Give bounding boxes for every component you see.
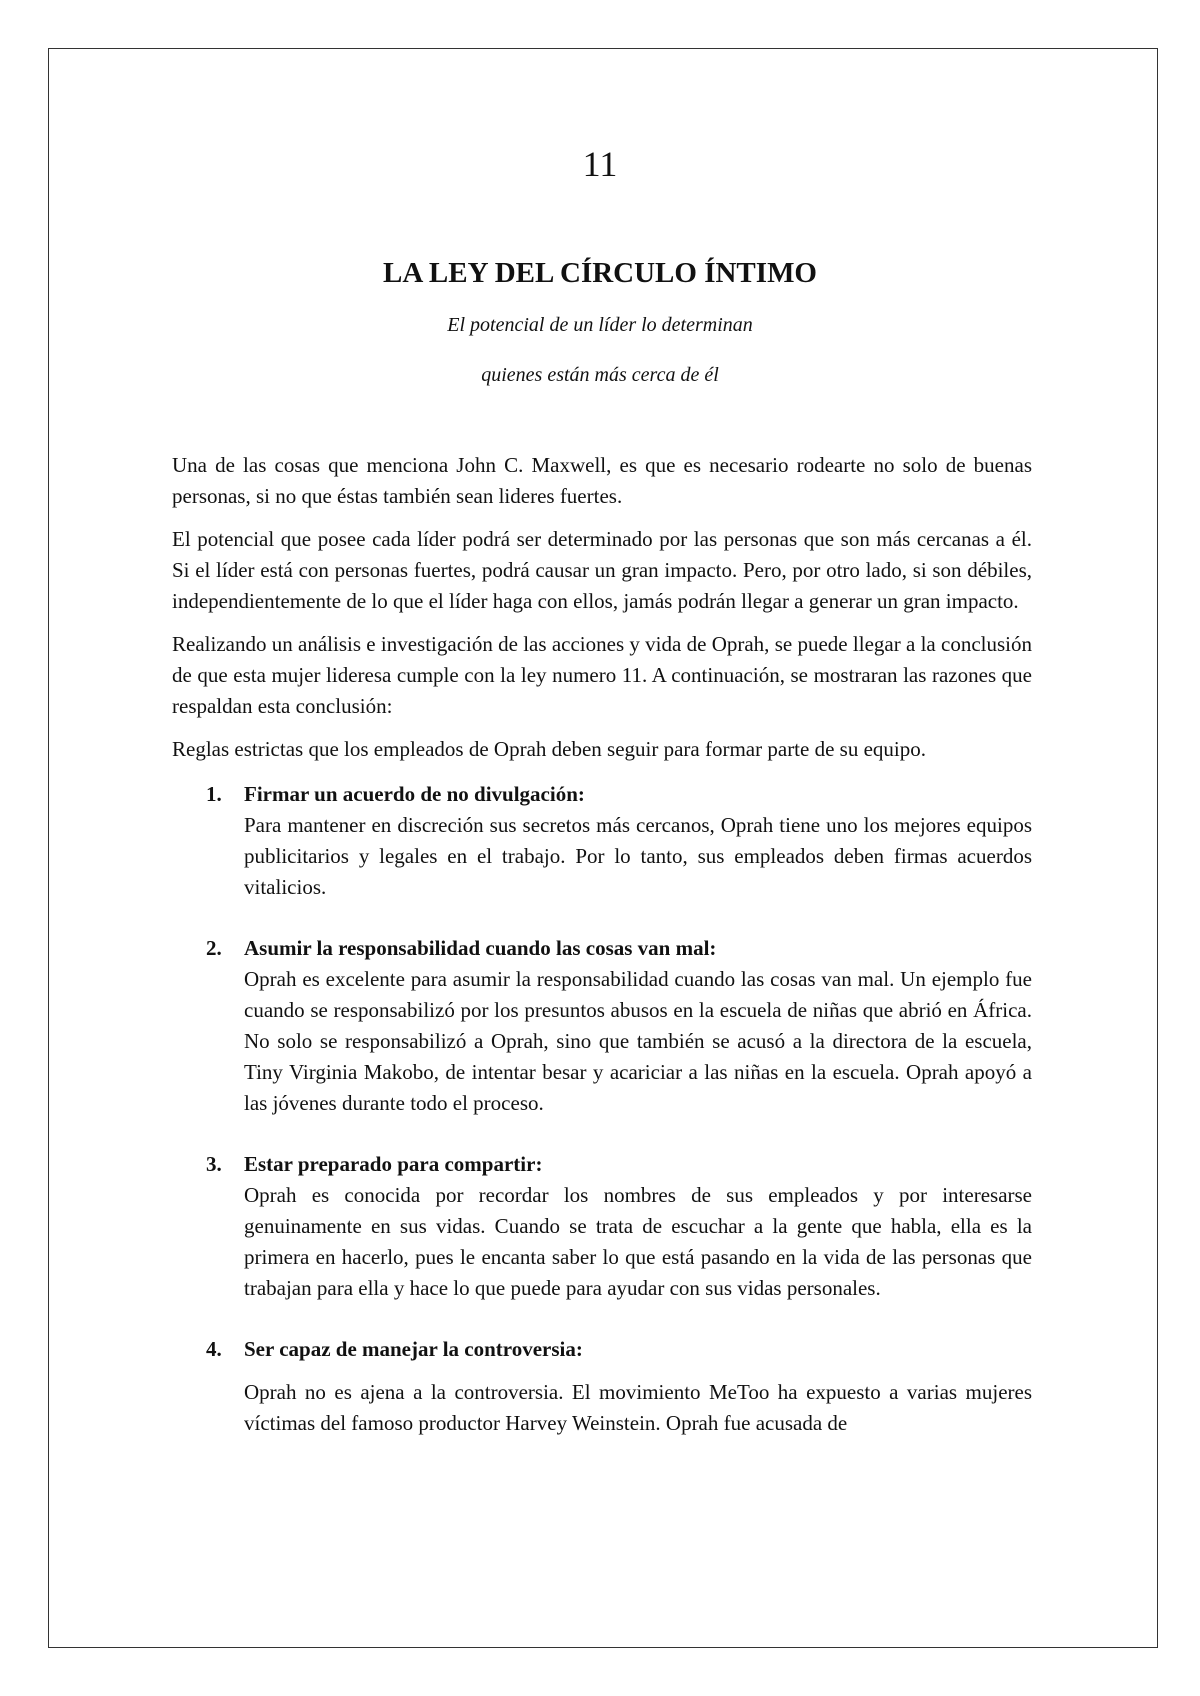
body-paragraph: Reglas estrictas que los empleados de Oprah deben seguir para formar parte de su equipo. <box>172 737 926 761</box>
chapter-title: LA LEY DEL CÍRCULO ÍNTIMO <box>382 257 817 289</box>
list-item-heading: Estar preparado para compartir: <box>244 1152 543 1176</box>
list-item-number: 1. <box>206 782 222 806</box>
list-item-heading: Asumir la responsabilidad cuando las cosas van mal: <box>244 936 717 960</box>
chapter-subtitle-line-2: quienes están más cerca de él <box>481 364 719 386</box>
list-item-body: Oprah es conocida por recordar los nombres de sus empleados y por interesarse genuinamente en sus vidas. Cuando se trata de escuchar a la gente que habla, ella es la primera en hacerlo, pues le encanta saber lo que está pasando en la vida de las personas que trabajan para ella y hace lo que puede para ayudar con sus vidas personales. <box>244 1183 1032 1300</box>
chapter-subtitle-line-1: El potencial de un líder lo determinan <box>447 314 753 336</box>
list-item-body: Para mantener en discreción sus secretos más cercanos, Oprah tiene uno los mejores equipos publicitarios y legales en el trabajo. Por lo tanto, sus empleados deben firmas acuerdos vitalicios. <box>244 813 1032 899</box>
list-item-number: 2. <box>206 936 222 960</box>
list-item-number: 3. <box>206 1152 222 1176</box>
list-item-heading: Firmar un acuerdo de no divulgación: <box>244 782 585 806</box>
body-paragraph: Realizando un análisis e investigación de las acciones y vida de Oprah, se puede llegar a la conclusión de que esta mujer lideresa cumple con la ley numero 11. A continuación, se mostraran las razones que respaldan esta conclusión: <box>172 632 1032 718</box>
rules-list <box>172 779 1032 1439</box>
list-item-heading: Ser capaz de manejar la controversia: <box>244 1337 583 1361</box>
document-body <box>172 450 1032 1469</box>
body-paragraph: El potencial que posee cada líder podrá ser determinado por las personas que son más cercanas a él. Si el líder está con personas fuertes, podrá causar un gran impacto. Pero, por otro lado, si son débiles, independientemente de lo que el líder haga con ellos, jamás podrán llegar a generar un gran impacto. <box>172 527 1032 613</box>
body-paragraph: Una de las cosas que menciona John C. Maxwell, es que es necesario rodearte no solo de buenas personas, si no que éstas también sean lideres fuertes. <box>172 453 1032 508</box>
list-item-body: Oprah no es ajena a la controversia. El movimiento MeToo ha expuesto a varias mujeres víctimas del famoso productor Harvey Weinstein. Oprah fue acusada de <box>244 1380 1032 1435</box>
list-item <box>172 1149 1032 1304</box>
list-item <box>172 933 1032 1119</box>
list-item-number: 4. <box>206 1337 222 1361</box>
list-item-body: Oprah es excelente para asumir la responsabilidad cuando las cosas van mal. Un ejemplo fue cuando se responsabilizó por los presuntos abusos en la escuela de niñas que abrió en África. No solo se responsabilizó a Oprah, sino que también se acusó a la directora de la escuela, Tiny Virginia Makobo, de intentar besar y acariciar a las niñas en la escuela. Oprah apoyó a las jóvenes durante todo el proceso. <box>244 967 1032 1115</box>
list-item <box>172 1334 1032 1439</box>
list-item <box>172 779 1032 903</box>
chapter-number: 11 <box>582 144 618 184</box>
